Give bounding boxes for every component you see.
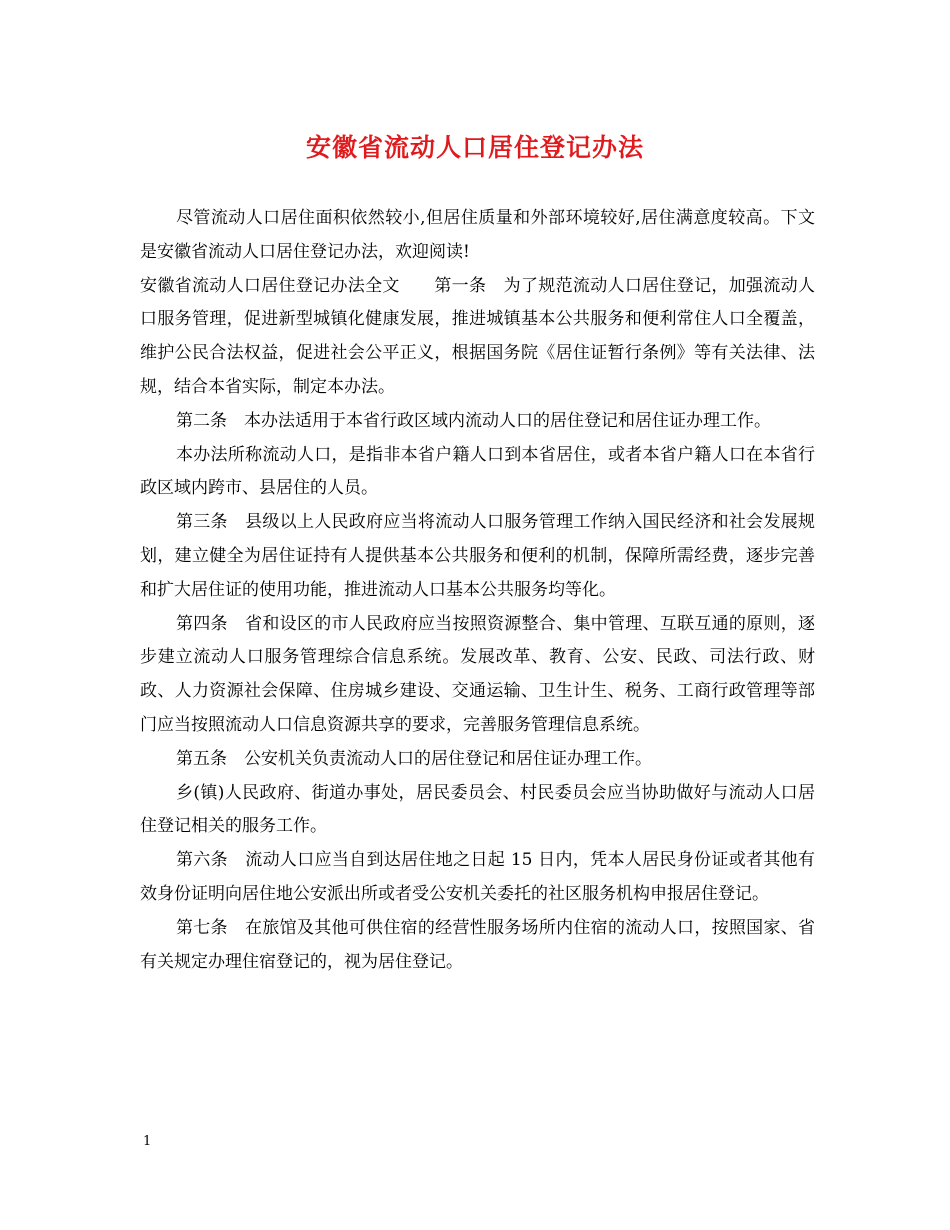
paragraph-article-6: 第六条 流动人口应当自到达居住地之日起 15 日内，凭本人居民身份证或者其他有效身份证明向居住地公安派出所或者受公安机关委托的社区服务机构申报居住登记。 — [140, 850, 815, 904]
paragraph-article-2: 第二条 本办法适用于本省行政区域内流动人口的居住登记和居住证办理工作。 — [176, 410, 771, 431]
document-title: 安徽省流动人口居住登记办法 — [305, 133, 644, 162]
paragraph-article-1: 安徽省流动人口居住登记办法全文 第一条 为了规范流动人口居住登记，加强流动人口服务管理，促进新型城镇化健康发展，推进城镇基本公共服务和便利常住人口全覆盖，维护公民合法权益，促进社会公平正义，根据国务院《居住证暂行条例》等有关法律、法规，结合本省实际，制定本办法。 — [140, 275, 815, 397]
paragraph-article-7: 第七条 在旅馆及其他可供住宿的经营性服务场所内住宿的流动人口，按照国家、省有关规定办理住宿登记的，视为居住登记。 — [140, 917, 815, 972]
paragraph-article-3: 第三条 县级以上人民政府应当将流动人口服务管理工作纳入国民经济和社会发展规划，建立健全为居住证持有人提供基本公共服务和便利的机制，保障所需经费，逐步完善和扩大居住证的使用功能，推进流动人口基本公共服务均等化。 — [140, 512, 815, 600]
paragraph-article-2-definition: 本办法所称流动人口，是指非本省户籍人口到本省居住，或者本省户籍人口在本省行政区域内跨市、县居住的人员。 — [140, 444, 815, 499]
document-body — [140, 202, 815, 979]
paragraph-article-5-assist: 乡(镇)人民政府、街道办事处，居民委员会、村民委员会应当协助做好与流动人口居住登记相关的服务工作。 — [140, 782, 815, 837]
page-number: 1 — [143, 1134, 152, 1149]
paragraph-article-5: 第五条 公安机关负责流动人口的居住登记和居住证办理工作。 — [176, 748, 652, 769]
paragraph-intro: 尽管流动人口居住面积依然较小,但居住质量和外部环境较好,居住满意度较高。下文是安徽省流动人口居住登记办法，欢迎阅读! — [140, 208, 815, 262]
paragraph-article-4: 第四条 省和设区的市人民政府应当按照资源整合、集中管理、互联互通的原则，逐步建立流动人口服务管理综合信息系统。发展改革、教育、公安、民政、司法行政、财政、人力资源社会保障、住房城乡建设、交通运输、卫生计生、税务、工商行政管理等部门应当按照流动人口信息资源共享的要求，完善服务管理信息系统。 — [140, 613, 815, 735]
